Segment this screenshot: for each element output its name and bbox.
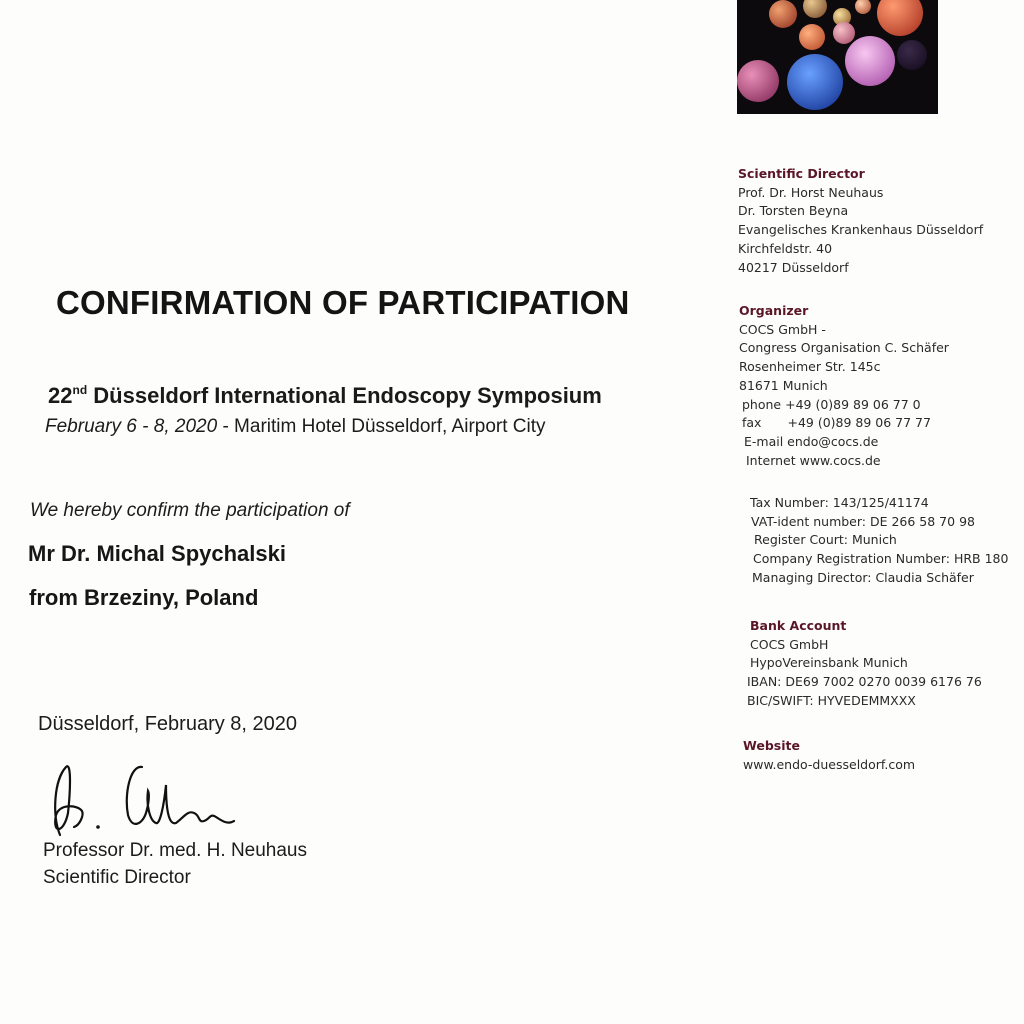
scientific-director-line: Evangelisches Krankenhaus Düsseldorf: [738, 222, 984, 238]
organizer-fax: [739, 414, 949, 433]
company-line: Register Court: Munich: [754, 532, 897, 548]
signer-name: Professor Dr. med. H. Neuhaus: [43, 840, 307, 861]
place-date: Düsseldorf, February 8, 2020: [38, 713, 298, 735]
organizer-phone: [739, 396, 949, 415]
organizer-line: Rosenheimer Str. 145c: [739, 359, 881, 375]
event-dates-line: [45, 416, 546, 438]
scientific-director-line: Kirchfeldstr. 40: [738, 240, 833, 256]
scientific-director-line: Dr. Torsten Beyna: [738, 203, 849, 219]
company-line: Company Registration Number: HRB 180: [753, 551, 1009, 567]
header-image: [737, 0, 938, 114]
organizer-heading: Organizer: [739, 303, 809, 318]
company-line: VAT-ident number: DE 266 58 70 98: [751, 513, 975, 529]
bank-account-block: [747, 617, 982, 711]
organizer-block: [739, 302, 949, 470]
fax-label: fax: [742, 415, 762, 431]
website-heading: Website: [743, 738, 800, 753]
signature: [38, 755, 238, 840]
organizer-internet: Internet www.cocs.de: [746, 452, 881, 468]
fax-number: +49 (0)89 89 06 77 77: [787, 415, 931, 431]
participant-origin: from Brzeziny, Poland: [29, 585, 259, 610]
organizer-line: Congress Organisation C. Schäfer: [739, 340, 949, 356]
phone-number: +49 (0)89 89 06 77 0: [785, 396, 921, 412]
event-ordinal-suffix: nd: [72, 383, 88, 397]
website-block: [743, 737, 915, 774]
scientific-director-line: 40217 Düsseldorf: [738, 259, 849, 275]
scientific-director-heading: Scientific Director: [738, 166, 865, 181]
event-edition: 22: [48, 383, 73, 408]
confirm-text: We hereby confirm the participation of: [30, 500, 350, 521]
certificate-title: CONFIRMATION OF PARTICIPATION: [56, 284, 630, 321]
bank-line: IBAN: DE69 7002 0270 0039 6176 76: [747, 674, 982, 690]
company-line: Managing Director: Claudia Schäfer: [752, 569, 974, 585]
signer-role: Scientific Director: [43, 867, 191, 888]
bank-line: BIC/SWIFT: HYVEDEMMXXX: [747, 692, 916, 708]
bank-line: COCS GmbH: [750, 636, 829, 652]
website-url[interactable]: www.endo-duesseldorf.com: [743, 756, 916, 772]
event-venue: - Maritim Hotel Düsseldorf, Airport City: [222, 416, 546, 437]
event-name: Düsseldorf International Endoscopy Symposium: [93, 383, 602, 408]
scientific-director-block: [738, 165, 983, 277]
organizer-line: COCS GmbH -: [739, 321, 826, 337]
event-line: [48, 383, 602, 409]
company-line: Tax Number: 143/125/41174: [750, 495, 929, 510]
event-dates: February 6 - 8, 2020: [45, 416, 218, 437]
company-info-block: [750, 494, 1008, 588]
phone-label: phone: [742, 396, 782, 412]
bank-account-heading: Bank Account: [750, 618, 847, 633]
scientific-director-line: Prof. Dr. Horst Neuhaus: [738, 184, 884, 200]
participant-name: Mr Dr. Michal Spychalski: [28, 541, 286, 566]
organizer-line: 81671 Munich: [739, 377, 828, 393]
bank-line: HypoVereinsbank Munich: [750, 655, 908, 671]
organizer-email: E-mail endo@cocs.de: [744, 433, 879, 449]
